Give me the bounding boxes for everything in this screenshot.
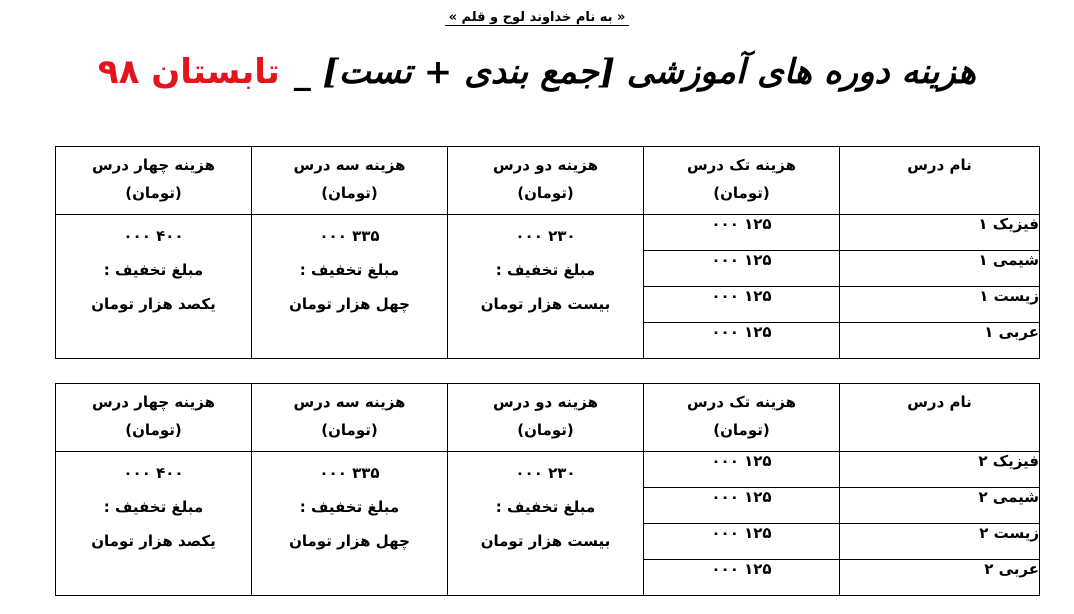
- course-price: ۱۲۵ ۰۰۰: [644, 215, 840, 251]
- course-name: عربی ۱: [840, 323, 1040, 359]
- cost-table-2: [55, 383, 1040, 596]
- table-header-row: [56, 147, 1040, 215]
- course-name: فیزیک ۲: [840, 452, 1040, 488]
- table-header-row: [56, 384, 1040, 452]
- course-name: شیمی ۲: [840, 488, 1040, 524]
- course-price: ۱۲۵ ۰۰۰: [644, 488, 840, 524]
- course-name: فیزیک ۱: [840, 215, 1040, 251]
- course-name: زیست ۲: [840, 524, 1040, 560]
- table-row: [56, 215, 1040, 251]
- course-name: عربی ۲: [840, 560, 1040, 596]
- course-price: ۱۲۵ ۰۰۰: [644, 452, 840, 488]
- course-price: ۱۲۵ ۰۰۰: [644, 287, 840, 323]
- course-name: زیست ۱: [840, 287, 1040, 323]
- course-price: ۱۲۵ ۰۰۰: [644, 323, 840, 359]
- course-name: شیمی ۱: [840, 251, 1040, 287]
- column-header-name: نام درس: [840, 384, 1040, 452]
- column-header-three: هزینه سه درس (تومان): [252, 384, 448, 452]
- table-row: [56, 452, 1040, 488]
- two-course-cost: ۲۳۰ ۰۰۰ مبلغ تخفیف : بیست هزار تومان: [448, 215, 644, 359]
- column-header-two: هزینه دو درس (تومان): [448, 384, 644, 452]
- course-price: ۱۲۵ ۰۰۰: [644, 251, 840, 287]
- column-header-four: هزینه چهار درس (تومان): [56, 384, 252, 452]
- column-header-name: نام درس: [840, 147, 1040, 215]
- bismillah-text: « به نام خداوند لوح و قلم »: [445, 10, 630, 26]
- four-course-cost: ۴۰۰ ۰۰۰ مبلغ تخفیف : یکصد هزار تومان: [56, 215, 252, 359]
- column-header-four: هزینه چهار درس (تومان): [56, 147, 252, 215]
- three-course-cost: ۳۳۵ ۰۰۰ مبلغ تخفیف : چهل هزار تومان: [252, 452, 448, 596]
- title-row: [0, 52, 1074, 92]
- bismillah-heading: [0, 10, 1074, 25]
- page-title: هزینه دوره های آموزشی [جمع بندی + تست] _: [293, 52, 977, 92]
- three-course-cost: ۳۳۵ ۰۰۰ مبلغ تخفیف : چهل هزار تومان: [252, 215, 448, 359]
- column-header-single: هزینه تک درس (تومان): [644, 147, 840, 215]
- column-header-two: هزینه دو درس (تومان): [448, 147, 644, 215]
- course-price: ۱۲۵ ۰۰۰: [644, 524, 840, 560]
- column-header-single: هزینه تک درس (تومان): [644, 384, 840, 452]
- cost-table-1: [55, 146, 1040, 359]
- season-label: تابستان ۹۸: [97, 52, 280, 92]
- four-course-cost: ۴۰۰ ۰۰۰ مبلغ تخفیف : یکصد هزار تومان: [56, 452, 252, 596]
- two-course-cost: ۲۳۰ ۰۰۰ مبلغ تخفیف : بیست هزار تومان: [448, 452, 644, 596]
- course-price: ۱۲۵ ۰۰۰: [644, 560, 840, 596]
- column-header-three: هزینه سه درس (تومان): [252, 147, 448, 215]
